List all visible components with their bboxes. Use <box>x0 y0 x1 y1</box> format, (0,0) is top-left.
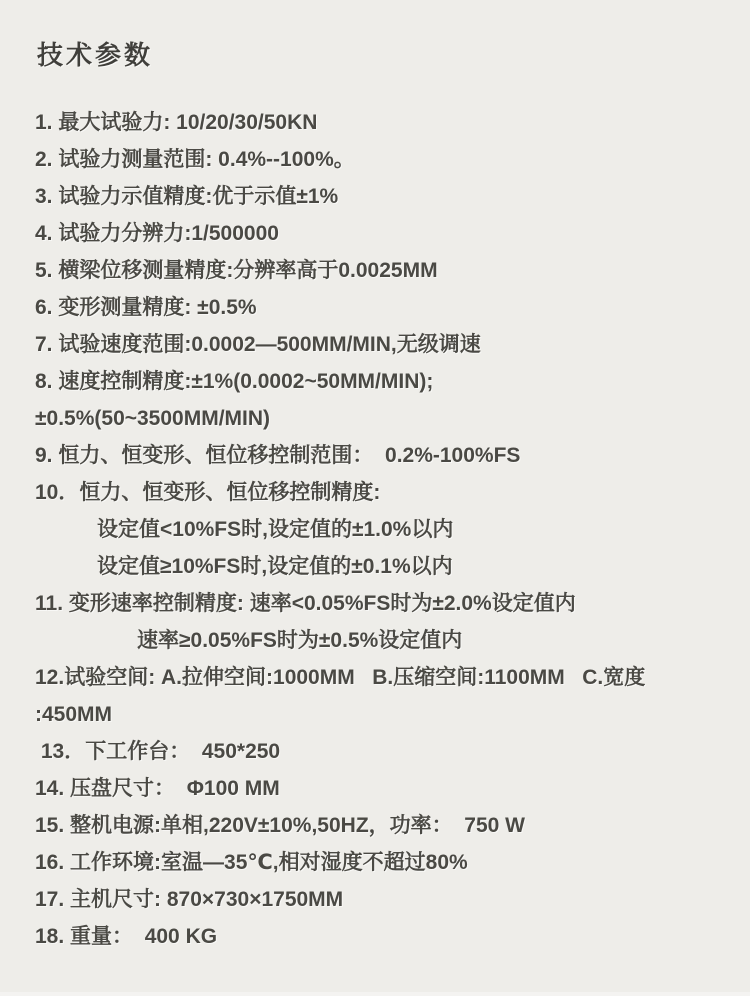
spec-line: 1. 最大试验力: 10/20/30/50KN <box>35 111 318 134</box>
bottom-edge-strip <box>0 992 750 996</box>
spec-line: 15. 整机电源:单相,220V±10%,50HZ，功率： 750 W <box>35 814 526 837</box>
spec-line: 9. 恒力、恒变形、恒位移控制范围： 0.2%-100%FS <box>35 444 521 467</box>
spec-line: 14. 压盘尺寸： Φ100 MM <box>35 777 280 800</box>
spec-line: 17. 主机尺寸: 870×730×1750MM <box>35 888 344 911</box>
spec-line: 6. 变形测量精度: ±0.5% <box>35 296 257 319</box>
spec-line: 7. 试验速度范围:0.0002—500MM/MIN,无级调速 <box>35 333 481 356</box>
spec-line: 4. 试验力分辨力:1/500000 <box>35 222 279 245</box>
spec-line: 11. 变形速率控制精度: 速率<0.05%FS时为±2.0%设定值内 <box>35 592 576 615</box>
spec-line: 8. 速度控制精度:±1%(0.0002~50MM/MIN); <box>35 370 434 393</box>
spec-line: 12.试验空间: A.拉伸空间:1000MM B.压缩空间:1100MM C.宽度 <box>35 666 646 689</box>
spec-line: 16. 工作环境:室温—35℃,相对湿度不超过80% <box>35 851 468 874</box>
spec-line: 3. 试验力示值精度:优于示值±1% <box>35 185 339 208</box>
spec-line: 13．下工作台： 450*250 <box>35 740 281 763</box>
spec-line: 18. 重量： 400 KG <box>35 925 218 948</box>
spec-list <box>35 104 736 955</box>
spec-line: 10．恒力、恒变形、恒位移控制精度: <box>35 481 381 504</box>
spec-line: :450MM <box>35 703 113 726</box>
spec-line: 速率≥0.05%FS时为±0.5%设定值内 <box>137 629 463 652</box>
spec-line: ±0.5%(50~3500MM/MIN) <box>35 407 271 430</box>
spec-line: 设定值≥10%FS时,设定值的±0.1%以内 <box>97 555 453 578</box>
spec-line: 设定值<10%FS时,设定值的±1.0%以内 <box>97 518 454 541</box>
spec-line: 5. 横梁位移测量精度:分辨率高于0.0025MM <box>35 259 438 282</box>
section-title: 技术参数 <box>37 40 154 70</box>
spec-line: 2. 试验力测量范围: 0.4%--100%。 <box>35 148 355 171</box>
